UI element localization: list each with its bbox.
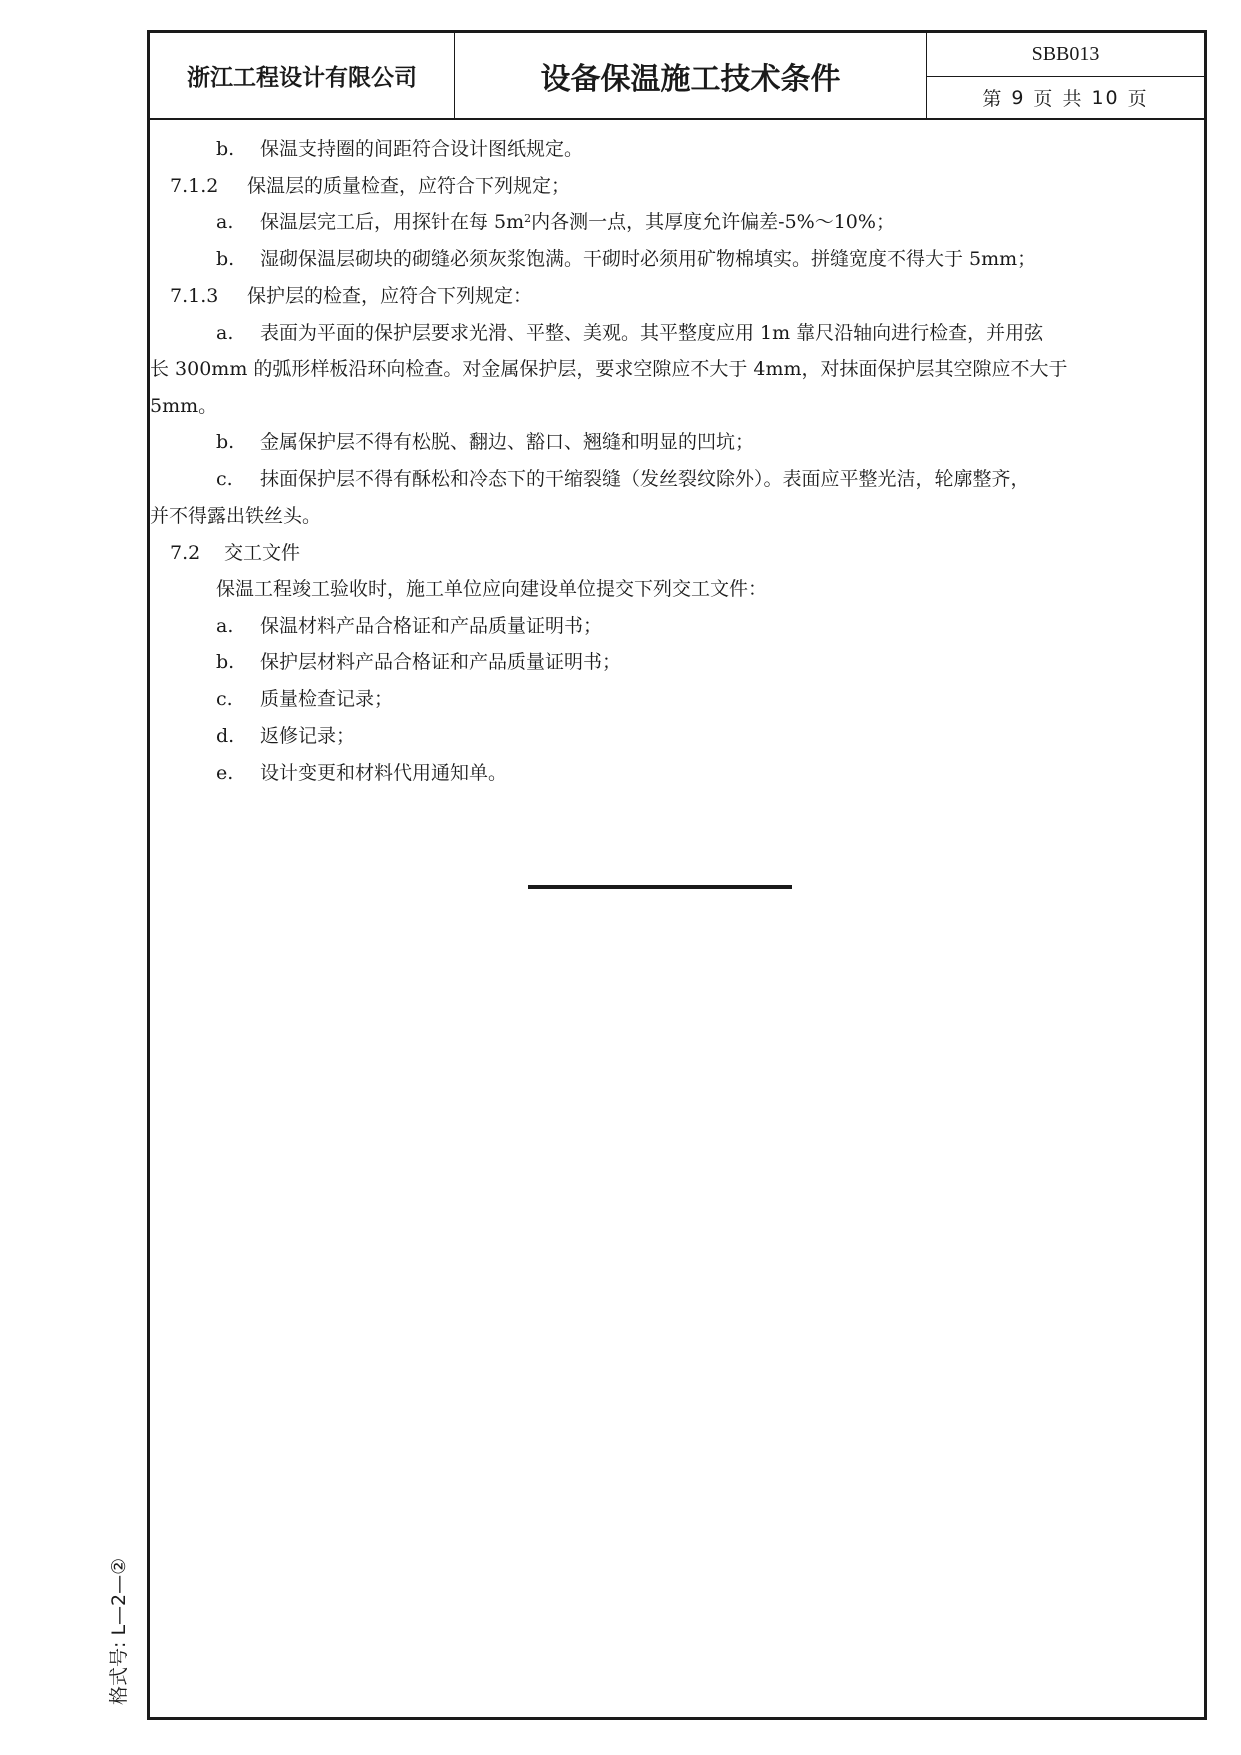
list-marker: b. [216,651,235,673]
list-text: 返修记录； [260,725,356,747]
list-text-cont: 内各测一点，其厚度允许偏差-5%～10%； [531,211,895,233]
section-number: 7.2 [170,542,201,564]
page-current: 9 [1011,86,1026,109]
page-prefix: 第 [982,88,1004,110]
list-text: 抹面保护层不得有酥松和冷态下的干缩裂缝（发丝裂纹除外）。表面应平整光洁，轮廓整齐， [260,468,1030,490]
list-text: 表面为平面的保护层要求光滑、平整、美观。其平整度应用 1m 靠尺沿轴向进行检查，并用弦 [260,322,1044,344]
paragraph-line: 5mm。 [150,395,218,417]
list-marker: b. [216,248,235,270]
list-item [150,427,1241,454]
document-frame [147,30,1207,1720]
title-block [150,33,1204,120]
superscript: 2 [524,212,532,225]
section-number: 7.1.3 [170,285,219,307]
list-marker: a. [216,615,234,637]
list-marker: c. [216,688,233,710]
section-text: 交工文件 [224,542,301,564]
list-item [150,647,1241,674]
list-text: 保温层完工后，用探针在每 5m [260,211,525,233]
section-text: 保温层的质量检查，应符合下列规定； [247,175,571,197]
list-text: 设计变更和材料代用通知单。 [260,762,508,784]
page-total: 10 [1091,86,1120,109]
company-name: 浙江工程设计有限公司 [150,33,455,118]
section-number: 7.1.2 [170,175,219,197]
page-suffix: 页 [1127,88,1149,110]
list-item [150,244,1241,271]
list-marker: e. [216,762,234,784]
list-marker: d. [216,725,235,747]
list-text: 保温材料产品合格证和产品质量证明书； [260,615,603,637]
page-indicator [927,77,1204,118]
list-marker: b. [216,431,235,453]
list-text: 湿砌保温层砌块的砌缝必须灰浆饱满。干砌时必须用矿物棉填实。拼缝宽度不得大于 5mm； [260,248,1037,270]
section-heading-7-2 [150,538,1224,565]
paragraph-line: 长 300mm 的弧形样板沿环向检查。对金属保护层，要求空隙应不大于 4mm，对抹面保护层其空隙应不大于 [150,358,1068,380]
list-item [150,318,1241,345]
list-item [150,464,1241,491]
list-item [150,134,1241,161]
section-text: 保护层的检查，应符合下列规定： [247,285,533,307]
format-code: 格式号: L—2—② [108,1557,130,1705]
document-title: 设备保温施工技术条件 [455,33,927,118]
list-item [150,758,1241,785]
list-item [150,207,1241,234]
list-marker: a. [216,211,234,233]
end-of-text-rule [528,885,792,889]
document-code: SBB013 [927,33,1204,77]
page-mid: 页 共 [1033,88,1084,110]
list-item [150,611,1241,638]
list-text: 金属保护层不得有松脱、翻边、豁口、翘缝和明显的凹坑； [260,431,755,453]
paragraph-line: 并不得露出铁丝头。 [150,505,322,527]
list-item [150,684,1241,711]
list-marker: a. [216,322,234,344]
section-heading-7-1-2 [150,171,1224,198]
list-text: 保温支持圈的间距符合设计图纸规定。 [260,138,584,160]
section-heading-7-1-3 [150,281,1224,308]
list-text: 质量检查记录； [260,688,394,710]
list-item [150,721,1241,748]
list-text: 保护层材料产品合格证和产品质量证明书； [260,651,622,673]
list-marker: b. [216,138,235,160]
paragraph-line: 保温工程竣工验收时，施工单位应向建设单位提交下列交工文件： [216,578,768,600]
list-marker: c. [216,468,233,490]
